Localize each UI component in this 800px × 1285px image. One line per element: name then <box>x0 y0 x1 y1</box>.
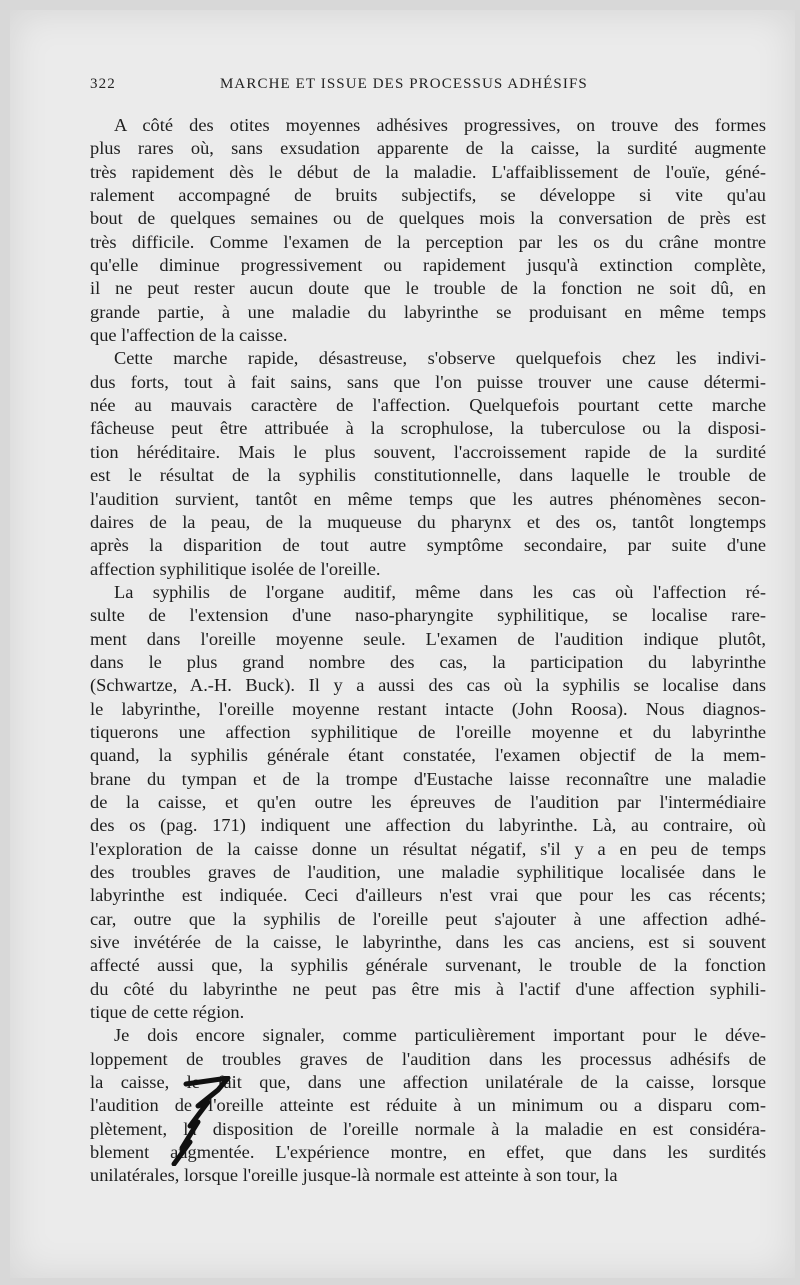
text-line: labyrinthe est indiquée. Ceci d'ailleurs n'est vrai que pour les cas récents; <box>90 885 766 906</box>
text-line: l'exploration de la caisse donne un résultat négatif, s'il y a en peu de temps <box>90 838 766 859</box>
text-line: dans le plus grand nombre des cas, la participation du labyrinthe <box>90 651 766 672</box>
paragraph-1 <box>90 114 766 347</box>
text-line: ralement accompagné de bruits subjectifs, se développe si vite qu'au <box>90 185 766 206</box>
text-line: La syphilis de l'organe auditif, même dans les cas où l'affection ré- <box>114 581 766 602</box>
text-line: l'audition survient, tantôt en même temps que les autres phénomènes secon- <box>90 488 766 509</box>
ink-strike-mark <box>168 1076 238 1166</box>
text-line: il ne peut rester aucun doute que le trouble de la fonction ne soit dû, en <box>90 278 766 299</box>
text-line: sive invétérée de la caisse, le labyrinthe, dans les cas anciens, est si souvent <box>90 932 766 953</box>
text-line: loppement de troubles graves de l'audition dans les processus adhésifs de <box>90 1048 766 1069</box>
text-line: grande partie, à une maladie du labyrinthe se produisant en même temps <box>90 301 766 322</box>
text-line: du côté du labyrinthe ne peut pas être mis à l'actif d'une affection syphili- <box>90 978 766 999</box>
text-line: (Schwartze, A.-H. Buck). Il y a aussi des cas où la syphilis se localise dans <box>90 675 766 696</box>
text-line: dus forts, tout à fait sains, sans que l'on puisse trouver une cause détermi- <box>90 371 766 392</box>
body-text <box>90 114 766 1188</box>
text-line: Je dois encore signaler, comme particulièrement important pour le déve- <box>114 1025 766 1046</box>
text-line: brane du tympan et de la trompe d'Eustache laisse reconnaître une maladie <box>90 768 766 789</box>
page-number: 322 <box>90 76 116 92</box>
text-line: le labyrinthe, l'oreille moyenne restant intacte (John Roosa). Nous diagnos- <box>90 698 766 719</box>
text-line: fâcheuse peut être attribuée à la scrophulose, la tuberculose ou la disposi- <box>90 418 766 439</box>
text-line: est le résultat de la syphilis constitutionnelle, dans laquelle le trouble de <box>90 465 766 486</box>
text-line: très difficile. Comme l'examen de la perception par les os du crâne montre <box>90 231 766 252</box>
text-line: affection syphilitique isolée de l'oreille. <box>90 558 381 579</box>
paragraph-3 <box>90 581 766 1025</box>
running-title: MARCHE ET ISSUE DES PROCESSUS ADHÉSIFS <box>220 76 588 92</box>
text-line: des troubles graves de l'audition, une maladie syphilitique localisée dans le <box>90 862 766 882</box>
text-line: très rapidement dès le début de la maladie. L'affaiblissement de l'ouïe, géné- <box>90 161 766 182</box>
text-line: tion héréditaire. Mais le plus souvent, l'accroissement rapide de la surdité <box>90 441 766 462</box>
text-line: que l'affection de la caisse. <box>90 325 288 346</box>
text-line: plètement, la disposition de l'oreille normale à la maladie en est considéra- <box>90 1118 766 1139</box>
text-line: des os (pag. 171) indiquent une affection du labyrinthe. Là, au contraire, où <box>90 815 766 836</box>
text-line: qu'elle diminue progressivement ou rapidement jusqu'à extinction complète, <box>90 255 766 276</box>
text-line: l'audition de l'oreille atteinte est réduite à un minimum ou a disparu com- <box>90 1095 766 1116</box>
text-line: Cette marche rapide, désastreuse, s'observe quelquefois chez les indivi- <box>114 348 766 369</box>
text-line: tique de cette région. <box>90 1002 245 1023</box>
text-line: ment dans l'oreille moyenne seule. L'examen de l'audition indique plutôt, <box>90 628 766 649</box>
text-line: de la caisse, et qu'en outre les épreuves de l'audition par l'intermédiaire <box>90 791 766 812</box>
text-line: A côté des otites moyennes adhésives progressives, on trouve des formes <box>114 115 766 135</box>
text-line: car, outre que la syphilis de l'oreille peut s'ajouter à une affection adhé- <box>90 908 766 929</box>
text-line: tiquerons une affection syphilitique de l'oreille moyenne et du labyrinthe <box>90 721 766 742</box>
text-line: quand, la syphilis générale étant constatée, l'examen objectif de la mem- <box>90 745 766 766</box>
text-line: née au mauvais caractère de l'affection. Quelquefois pourtant cette marche <box>90 395 766 416</box>
text-line: bout de quelques semaines ou de quelques mois la conversation de près est <box>90 208 766 229</box>
paragraph-2 <box>90 347 766 580</box>
text-line: après la disparition de tout autre symptôme secondaire, par suite d'une <box>90 535 766 556</box>
text-line: plus rares où, sans exsudation apparente de la caisse, la surdité augmente <box>90 138 766 159</box>
text-line: la caisse, le fait que, dans une affection unilatérale de la caisse, lorsque <box>90 1072 766 1093</box>
text-line: unilatérales, lorsque l'oreille jusque-là normale est atteinte à son tour, la <box>90 1165 618 1186</box>
text-line: daires de la peau, de la muqueuse du pharynx et des os, tantôt longtemps <box>90 511 766 532</box>
text-line: blement augmentée. L'expérience montre, en effet, que dans les surdités <box>90 1142 766 1163</box>
page-header <box>90 76 766 100</box>
text-line: sulte de l'extension d'une naso-pharyngite syphilitique, se localise rare- <box>90 605 766 626</box>
text-line: affecté aussi que, la syphilis générale survenant, le trouble de la fonction <box>90 955 766 976</box>
